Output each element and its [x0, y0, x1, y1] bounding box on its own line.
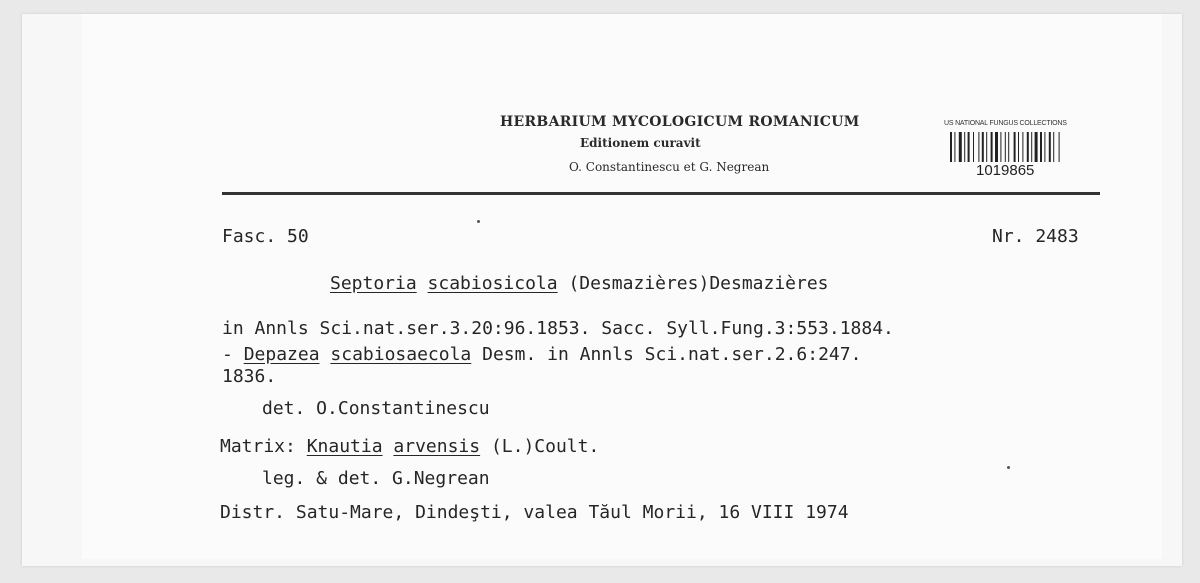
- specimen-number: Nr. 2483: [992, 226, 1079, 247]
- determiner: det. O.Constantinescu: [262, 398, 490, 419]
- citation-line-3: 1836.: [222, 366, 277, 387]
- fascicle-number: Fasc. 50: [222, 226, 309, 247]
- matrix-label: Matrix:: [220, 436, 307, 457]
- specimen-sheet: [22, 14, 1182, 566]
- citation-line-2-rest: Desm. in Annls Sci.nat.ser.2.6:247.: [471, 344, 862, 365]
- barcode-icon: [950, 132, 1082, 162]
- matrix-genus: Knautia: [306, 436, 383, 457]
- citation-line-1: in Annls Sci.nat.ser.3.20:96.1853. Sacc. Syll.Fung.3:553.1884.: [222, 318, 894, 339]
- citation-line-2: [222, 344, 861, 365]
- collector: leg. & det. G.Negrean: [262, 468, 490, 489]
- herbarium-editors: O. Constantinescu et G. Negrean: [569, 160, 770, 174]
- paper-speck: [1007, 466, 1010, 469]
- species-authority: (Desmazières)Desmazières: [568, 273, 829, 294]
- synonym-genus: Depazea: [243, 344, 320, 365]
- herbarium-subtitle: Editionem curavit: [580, 136, 701, 150]
- species-name: [330, 273, 829, 294]
- matrix-line: [220, 436, 599, 457]
- species-genus: Septoria: [330, 273, 417, 294]
- barcode-caption: US NATIONAL FUNGUS COLLECTIONS: [944, 120, 1067, 127]
- citation-dash: -: [222, 344, 244, 365]
- herbarium-title: HERBARIUM MYCOLOGICUM ROMANICUM: [500, 114, 860, 130]
- barcode-label: [944, 120, 1094, 190]
- species-epithet: scabiosicola: [427, 273, 558, 294]
- distribution: Distr. Satu-Mare, Dindeşti, valea Tăul Morii, 16 VIII 1974: [220, 502, 849, 523]
- herbarium-label: [82, 14, 1162, 559]
- matrix-epithet: arvensis: [393, 436, 481, 457]
- paper-speck: [477, 220, 480, 223]
- barcode-number: 1019865: [976, 162, 1035, 179]
- header-divider: [222, 192, 1100, 195]
- matrix-authority: (L.)Coult.: [480, 436, 600, 457]
- synonym-epithet: scabiosaecola: [330, 344, 472, 365]
